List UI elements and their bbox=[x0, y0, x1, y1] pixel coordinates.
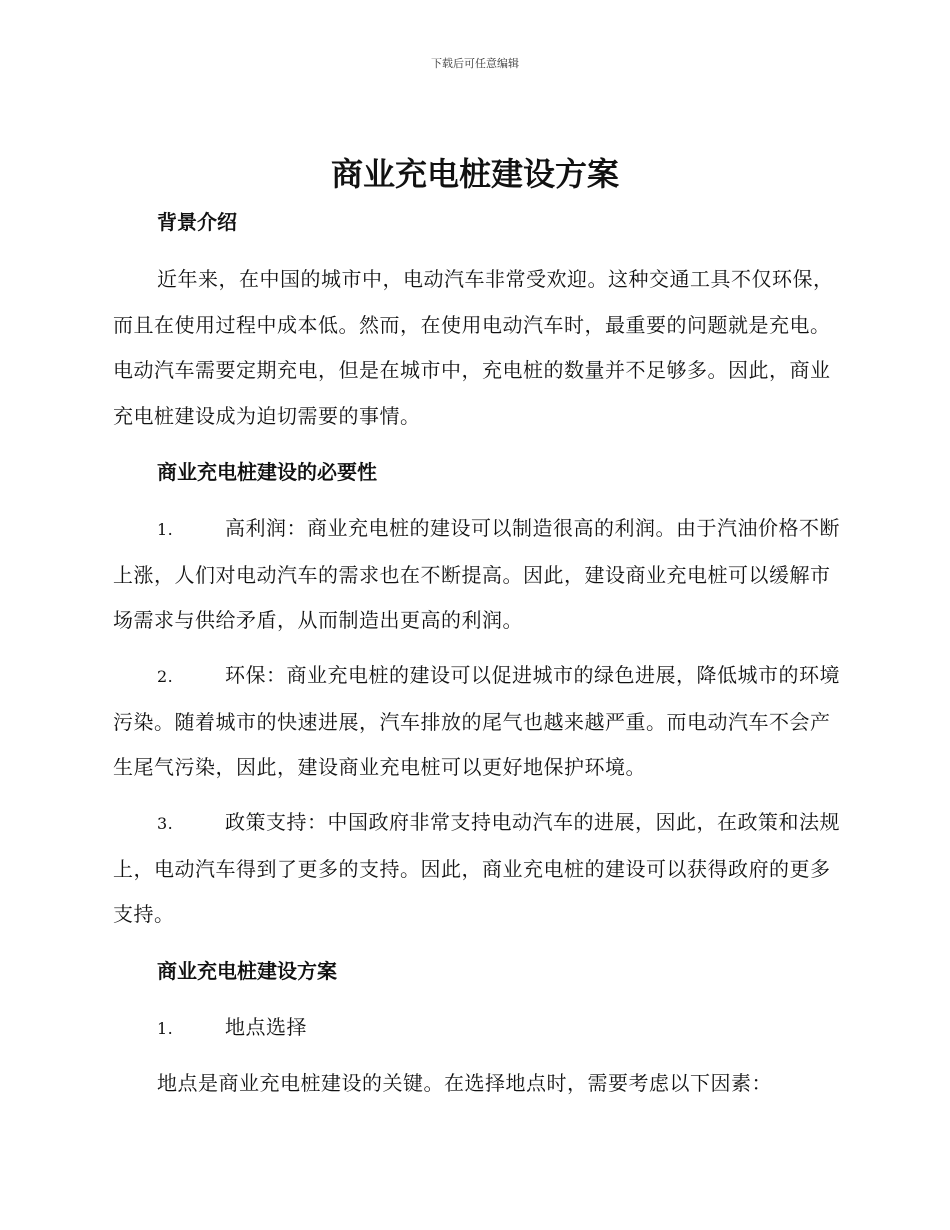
section-heading-necessity: 商业充电桩建设的必要性 bbox=[157, 460, 377, 484]
plan-paragraph: 地点是商业充电桩建设的关键。在选择地点时，需要考虑以下因素： bbox=[157, 1071, 772, 1095]
necessity-item-2 bbox=[113, 653, 843, 791]
necessity-item-3 bbox=[113, 800, 843, 938]
item-number: 2. bbox=[157, 667, 174, 686]
item-number: 3. bbox=[157, 814, 174, 833]
necessity-item-1 bbox=[113, 506, 843, 644]
item-text: 高利润：商业充电桩的建设可以制造很高的利润。由于汽油价格不断上涨，人们对电动汽车的需求也在不断提高。因此，建设商业充电桩可以缓解市场需求与供给矛盾，从而制造出更高的利润。 bbox=[113, 516, 840, 632]
item-text: 环保：商业充电桩的建设可以促进城市的绿色进展，降低城市的环境污染。随着城市的快速进展，汽车排放的尾气也越来越严重。而电动汽车不会产生尾气污染，因此，建设商业充电桩可以更好地保护环境。 bbox=[113, 663, 840, 779]
plan-item-1 bbox=[113, 1005, 843, 1052]
item-text: 地点选择 bbox=[225, 1015, 307, 1039]
section-heading-plan: 商业充电桩建设方案 bbox=[157, 959, 337, 983]
background-paragraph: 近年来，在中国的城市中，电动汽车非常受欢迎。这种交通工具不仅环保，而且在使用过程中成本低。然而，在使用电动汽车时，最重要的问题就是充电。电动汽车需要定期充电，但是在城市中，充电桩的数量并不足够多。因此，商业充电桩建设成为迫切需要的事情。 bbox=[113, 267, 834, 428]
section-heading-background: 背景介绍 bbox=[157, 210, 237, 234]
item-number: 1. bbox=[157, 1019, 174, 1038]
item-text: 政策支持：中国政府非常支持电动汽车的进展，因此，在政策和法规上，电动汽车得到了更多的支持。因此，商业充电桩的建设可以获得政府的更多支持。 bbox=[113, 810, 840, 926]
document-title: 商业充电桩建设方案 bbox=[330, 155, 619, 193]
item-number: 1. bbox=[157, 520, 174, 539]
page-header: 下载后可任意编辑 bbox=[431, 57, 519, 70]
